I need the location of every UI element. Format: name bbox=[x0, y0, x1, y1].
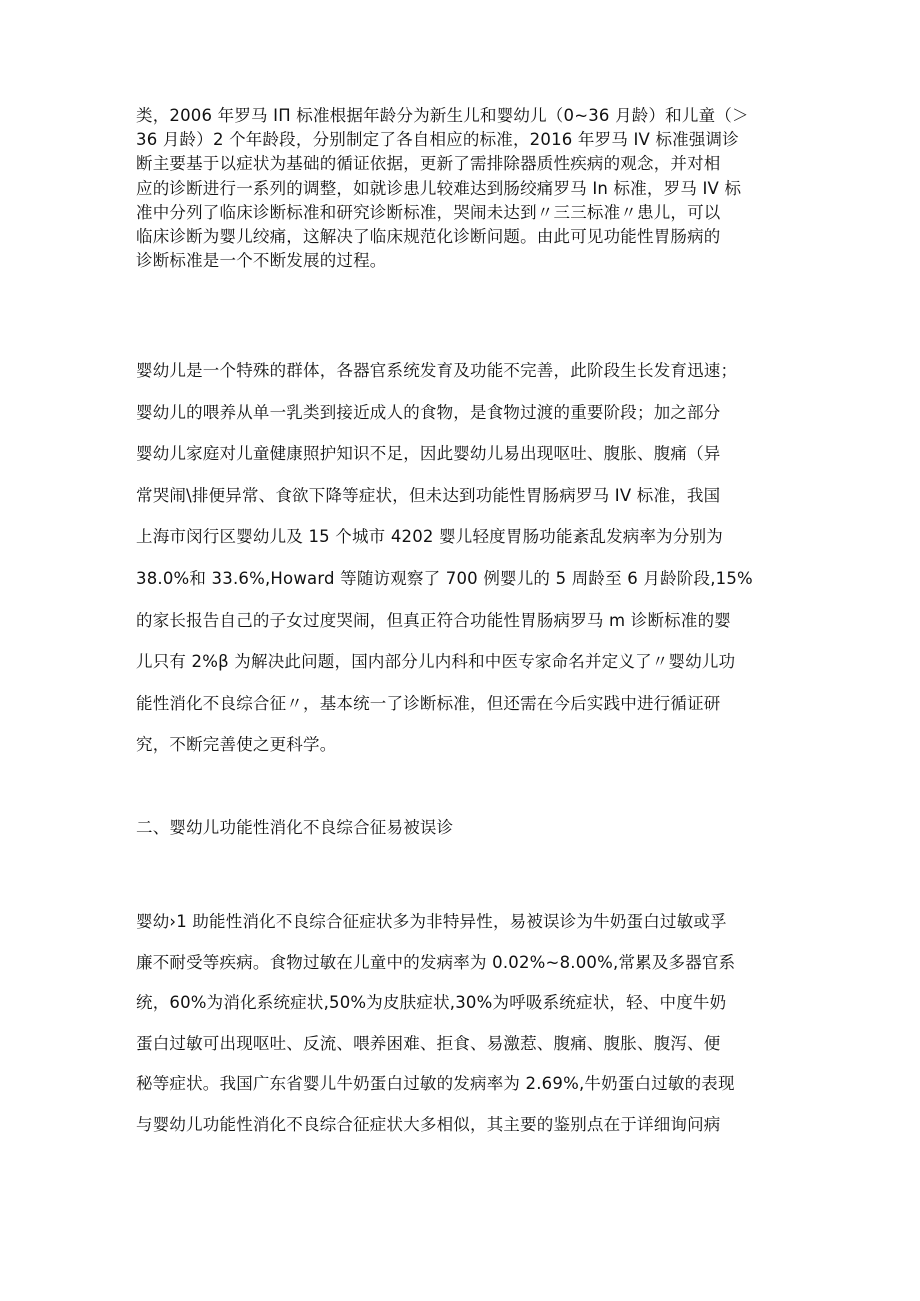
text-line: 婴幼儿家庭对儿童健康照护知识不足，因此婴幼儿易出现呕吐、腹胀、腹痛（异 bbox=[136, 444, 721, 464]
section-heading bbox=[136, 814, 796, 842]
text-line: 婴幼儿的喂养从单一乳类到接近成人的食物，是食物过渡的重要阶段；加之部分 bbox=[136, 402, 721, 422]
text-line: 断主要基于以症状为基础的循证依据，更新了需排除器质性疾病的观念，并对相 bbox=[136, 154, 721, 174]
text-line: 能性消化不良综合征〃，基本统一了诊断标准，但还需在今后实践中进行循证研 bbox=[136, 693, 721, 713]
text-line: 儿只有 2%β 为解决此问题，国内部分儿内科和中医专家命名并定义了〃婴幼儿功 bbox=[136, 652, 736, 672]
text-line: 常哭闹\排便异常、食欲下降等症状，但未达到功能性胃肠病罗马 IV 标准，我国 bbox=[136, 485, 721, 505]
text-line: 类，2006 年罗马 IΠ 标准根据年龄分为新生儿和婴幼儿（0~36 月龄）和儿童（＞ bbox=[136, 106, 749, 125]
text-line: 婴幼儿是一个特殊的群体，各器官系统发育及功能不完善，此阶段生长发育迅速； bbox=[136, 361, 738, 380]
text-line: 究，不断完善使之更科学。 bbox=[136, 735, 337, 755]
paragraph-misdiagnosis bbox=[136, 902, 796, 1145]
text-line: 诊断标准是一个不断发展的过程。 bbox=[136, 251, 387, 271]
paragraph-diagnostic-criteria bbox=[136, 104, 796, 273]
text-line: 上海市闵行区婴幼儿及 15 个城市 4202 婴儿轻度胃肠功能紊乱发病率为分别为 bbox=[136, 527, 723, 547]
text-line: 与婴幼儿功能性消化不良综合征症状大多相似，其主要的鉴别点在于详细询问病 bbox=[136, 1114, 721, 1134]
text-line: 婴幼›1 助能性消化不良综合征症状多为非特异性，易被误诊为牛奶蛋白过敏或孚 bbox=[136, 912, 727, 931]
text-line: 38.0%和 33.6%,Howard 等随访观察了 700 例婴儿的 5 周龄至 6 月龄阶段,15% bbox=[136, 568, 753, 588]
text-line: 应的诊断进行一系列的调整，如就诊患儿较难达到肠绞痛罗马 In 标准，罗马 IV 标 bbox=[136, 178, 742, 198]
paragraph-infant-population bbox=[136, 350, 796, 766]
text-line: 统，60%为消化系统症状,50%为皮肤症状,30%为呼吸系统症状，轻、中度牛奶 bbox=[136, 993, 727, 1012]
text-line: 的家长报告自己的子女过度哭闹，但真正符合功能性胃肠病罗马 m 诊断标准的婴 bbox=[136, 610, 731, 630]
section-heading-text: 二、婴幼儿功能性消化不良综合征易被误诊 bbox=[136, 818, 454, 837]
text-line: 临床诊断为婴儿绞痛，这解决了临床规范化诊断问题。由此可见功能性胃肠病的 bbox=[136, 227, 721, 247]
text-line: 廉不耐受等疾病。食物过敏在儿童中的发病率为 0.02%~8.00%,常累及多器官系 bbox=[136, 952, 736, 972]
text-line: 36 月龄）2 个年龄段，分别制定了各自相应的标准，2016 年罗马 IV 标准强调诊 bbox=[136, 130, 739, 150]
text-line: 秘等症状。我国广东省婴儿牛奶蛋白过敏的发病率为 2.69%,牛奶蛋白过敏的表现 bbox=[136, 1074, 735, 1093]
text-line: 准中分列了临床诊断标准和研究诊断标准，哭闹未达到〃三三标准〃患儿，可以 bbox=[136, 202, 721, 222]
text-line: 蛋白过敏可出现呕吐、反流、喂养困难、拒食、易激惹、腹痛、腹胀、腹泻、便 bbox=[136, 1033, 721, 1053]
